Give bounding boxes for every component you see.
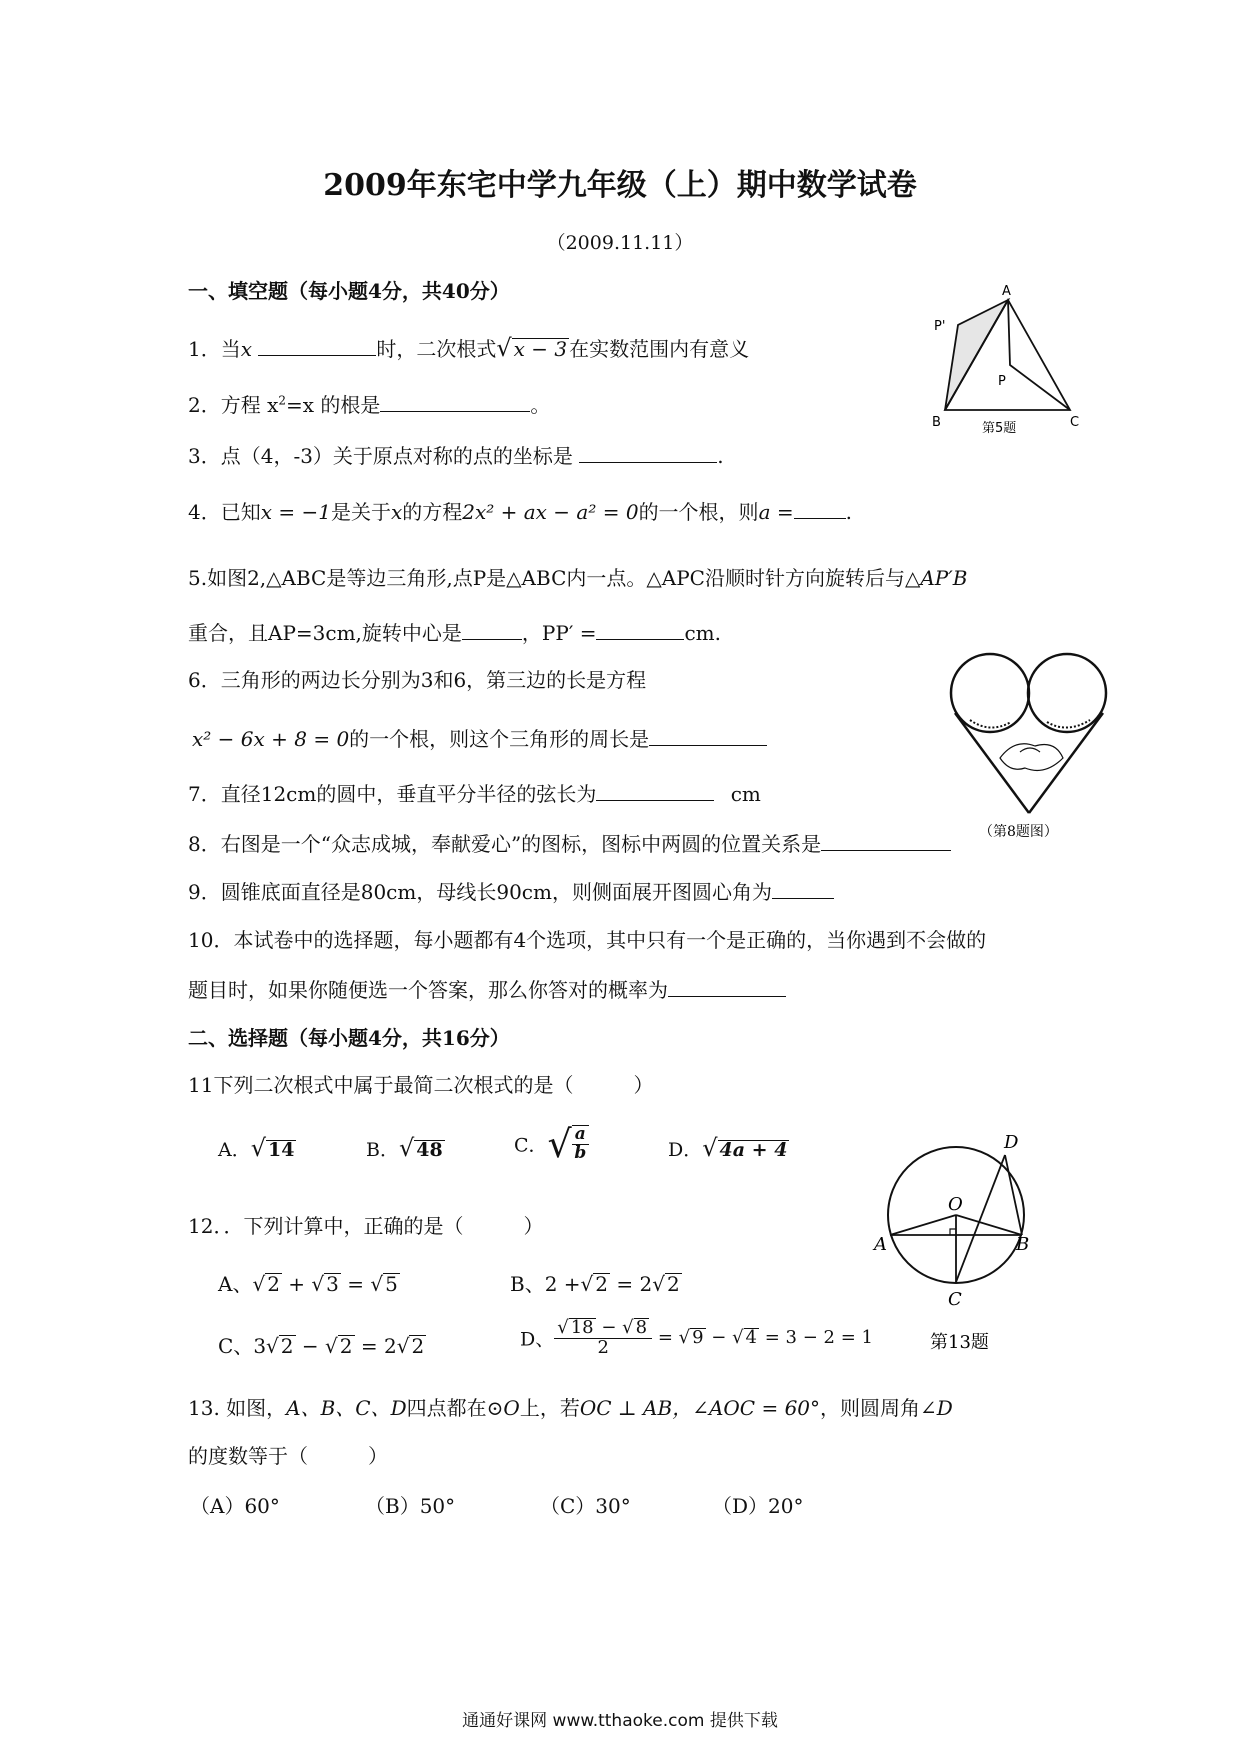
fig5-label-a: A (1002, 284, 1011, 299)
q6-text-b: 的一个根，则这个三角形的周长是 (349, 727, 650, 751)
q5-text-d: cm. (684, 621, 722, 645)
q12-option-b[interactable]: B、2 +√ 2 = 2√ 2 (510, 1272, 680, 1296)
q11-c-label: C． (514, 1134, 548, 1157)
q2-answer-blank[interactable] (380, 393, 530, 412)
q12-c-label: C、 (218, 1334, 254, 1358)
figure-8-heart (945, 648, 1115, 843)
q12-c-mid: − (301, 1334, 319, 1358)
q12-b-r2: 2 (666, 1272, 680, 1296)
q12-a-r1: 2 (267, 1272, 280, 1296)
q13-text-c: 四点都在⊙ (406, 1396, 504, 1420)
q12-c-pre: 3 (253, 1334, 267, 1358)
q13-center: O (503, 1396, 520, 1420)
q12-a-r2: 3 (326, 1272, 339, 1296)
fig8-caption: （第8题图） (979, 824, 1058, 840)
q4-text-c: 的方程 (402, 500, 463, 524)
q13-text-f: ，则圆周角∠ (820, 1396, 937, 1420)
q12-b-eq: = 2 (616, 1272, 653, 1296)
q12-c-r1: 2 (280, 1334, 294, 1358)
q12-c-r2: 2 (339, 1334, 353, 1358)
q2-text-c: 。 (530, 393, 551, 417)
q12-a-label: A、 (218, 1272, 253, 1296)
q13-text-a: 13. 如图， (188, 1396, 287, 1420)
q13-option-d[interactable]: （D）20° (712, 1494, 804, 1518)
page-title: 2009年东宅中学九年级（上）期中数学试卷 (323, 168, 917, 203)
q9-answer-blank[interactable] (772, 880, 834, 899)
q11-d-label: D． (668, 1139, 703, 1161)
q11-a-label: A． (218, 1139, 251, 1161)
q5-text-b: 重合，且AP=3cm,旋转中心是 (188, 621, 462, 645)
fig13-caption: 第13题 (930, 1332, 989, 1353)
q8-text-a: 8．右图是一个“众志成城，奉献爱心”的图标，图标中两圆的位置关系是 (188, 832, 822, 856)
q1-text-c: 时，二次根式 (376, 337, 497, 361)
q1-text-d: 在实数范围内有意义 (569, 337, 750, 361)
question-6-line-2 (192, 723, 767, 752)
q3-answer-blank[interactable] (579, 444, 717, 463)
q6-answer-blank[interactable] (649, 727, 767, 746)
q11-a-radicand: 14 (268, 1139, 295, 1161)
figure-13-circle (870, 1130, 1040, 1365)
question-8 (188, 828, 951, 857)
q12-b-label: B、 (510, 1272, 545, 1296)
fig13-label-d: D (1004, 1132, 1019, 1153)
q13-option-b[interactable]: （B）50° (365, 1494, 456, 1518)
q7-text-b: cm (730, 782, 761, 806)
q12-d-label: D、 (520, 1328, 555, 1351)
q5-length-blank[interactable] (596, 621, 684, 640)
q12-b-r1: 2 (595, 1272, 609, 1296)
q11-option-a[interactable]: A．√ 14 (218, 1134, 295, 1162)
q12-d-den: 2 (597, 1336, 609, 1358)
q4-text-b: 是关于 (330, 500, 391, 524)
exam-date: （2009.11.11） (546, 232, 694, 254)
q6-equation: x² − 6x + 8 = 0 (192, 727, 350, 751)
fig13-label-b: B (1016, 1234, 1030, 1255)
q11-option-c[interactable]: C．√ $\frac{a}{b}$ (514, 1122, 589, 1166)
q5-text-c: ，PP′ = (521, 621, 597, 645)
question-2 (188, 389, 550, 418)
q11-b-radicand: 48 (416, 1139, 443, 1161)
q5-triangle: AP′B (920, 566, 968, 590)
q1-answer-blank[interactable] (258, 337, 376, 356)
figure-5-triangle (920, 280, 1100, 440)
q4-text-a: 4．已知 (188, 500, 261, 524)
fig5-label-p: P (998, 374, 1006, 389)
q1-var: x (240, 337, 253, 361)
q1-radicand: x − 3 (513, 337, 568, 361)
q12-d-r1: 9 (692, 1327, 704, 1349)
q12-d-tail: = 3 − 2 = 1 (764, 1327, 873, 1349)
q10-answer-blank[interactable] (668, 978, 786, 997)
question-10-line-2 (188, 974, 786, 1003)
q7-answer-blank[interactable] (596, 782, 714, 801)
q11-c-denominator: b (574, 1143, 587, 1163)
q12-c-r3: 2 (411, 1334, 425, 1358)
q10-text-a: 10．本试卷中的选择题，每小题都有4个选项，其中只有一个是正确的，当你遇到不会做的 (188, 928, 987, 952)
q4-eq3: a = (758, 500, 794, 524)
q1-text-a: 1．当 (188, 337, 241, 361)
question-5-line-1 (188, 562, 967, 591)
q12-d-n2: 8 (635, 1317, 648, 1338)
q13-option-a[interactable]: （A）60° (190, 1494, 280, 1518)
question-6-line-1 (188, 664, 646, 693)
q10-text-b: 题目时，如果你随便选一个答案，那么你答对的概率为 (188, 978, 668, 1002)
question-13-line-2: 的度数等于（ ） (188, 1444, 388, 1468)
q9-text-a: 9．圆锥底面直径是80cm，母线长90cm，则侧面展开图圆心角为 (188, 880, 772, 904)
section-fill-in-heading: 一、填空题（每小题4分，共40分） (188, 279, 510, 303)
q11-c-numerator: a (572, 1126, 589, 1145)
q2-text-a: 2．方程 x (188, 393, 279, 417)
q3-text-b: . (717, 444, 724, 468)
fig13-label-c: C (948, 1289, 962, 1310)
q12-d-r2: 4 (745, 1327, 757, 1349)
q4-text-d: 的一个根，则 (638, 500, 759, 524)
q4-answer-blank[interactable] (794, 500, 846, 519)
q13-angle-d: D (936, 1396, 953, 1420)
q11-option-d[interactable]: D．√ 4a + 4 (668, 1134, 788, 1162)
fig13-label-o: O (948, 1194, 963, 1215)
q11-b-label: B． (366, 1139, 399, 1161)
q7-text-a: 7．直径12cm的圆中，垂直平分半径的弦长为 (188, 782, 597, 806)
fig5-label-p-prime: P' (934, 319, 946, 334)
footer-credit: 通通好课网 www.tthaoke.com 提供下载 (462, 1711, 778, 1731)
q4-var: x (390, 500, 403, 524)
question-3 (188, 440, 724, 469)
q4-eq2: 2x² + ax − a² = 0 (462, 500, 639, 524)
q13-condition: OC ⊥ AB，∠AOC = 60° (579, 1396, 821, 1420)
question-9 (188, 876, 834, 905)
q3-text-a: 3．点（4，-3）关于原点对称的点的坐标是 (188, 444, 573, 468)
question-7 (188, 778, 761, 807)
q13-points: A、B、C、D (286, 1396, 407, 1420)
fig13-label-a: A (874, 1234, 887, 1255)
section-choice-heading: 二、选择题（每小题4分，共16分） (188, 1026, 510, 1050)
q4-text-e: . (845, 500, 852, 524)
q2-text-b: =x 的根是 (286, 393, 381, 417)
q12-option-d[interactable]: D、 $\frac{√ 18 - √ 8}{2}$ = √ 9 − √ 4 = 3 − 2 = 1 (520, 1317, 873, 1358)
fig5-caption: 第5题 (982, 421, 1017, 436)
question-4 (188, 496, 852, 525)
q12-option-a[interactable]: A、√ 2 + √ 3 = √ 5 (218, 1272, 398, 1296)
q11-d-radicand: 4a + 4 (719, 1139, 788, 1161)
fig5-label-b: B (932, 415, 941, 430)
question-11: 11下列二次根式中属于最简二次根式的是（ ） (188, 1073, 654, 1097)
question-10-line-1 (188, 924, 986, 953)
q12-d-n1: 18 (570, 1317, 594, 1338)
q11-option-b[interactable]: B．√ 48 (366, 1134, 443, 1162)
q13-option-c[interactable]: （C）30° (540, 1494, 631, 1518)
q5-text-a: 5.如图2,△ABC是等边三角形,点P是△ABC内一点。△APC沿顺时针方向旋转后与△ (188, 566, 921, 590)
q8-answer-blank[interactable] (821, 832, 951, 851)
q2-sup: 2 (278, 393, 287, 408)
question-1: 1．当x 时，二次根式√ x − 3 在实数范围内有意义 (188, 334, 750, 362)
q12-option-c[interactable]: C、3√ 2 − √ 2 = 2√ 2 (218, 1334, 425, 1358)
q6-text-a: 6．三角形的两边长分别为3和6，第三边的长是方程 (188, 668, 647, 692)
fig5-label-c: C (1070, 415, 1080, 430)
q13-text-d: 上，若 (519, 1396, 580, 1420)
q12-c-eq: = 2 (360, 1334, 397, 1358)
q4-eq1: x = −1 (260, 500, 331, 524)
q12-a-r3: 5 (385, 1272, 398, 1296)
q5-center-blank[interactable] (462, 621, 522, 640)
question-5-line-2 (188, 617, 721, 646)
question-12: 12．．下列计算中，正确的是（ ） (188, 1214, 544, 1238)
question-13-line-1 (188, 1392, 953, 1421)
q12-b-pre: 2 + (544, 1272, 581, 1296)
